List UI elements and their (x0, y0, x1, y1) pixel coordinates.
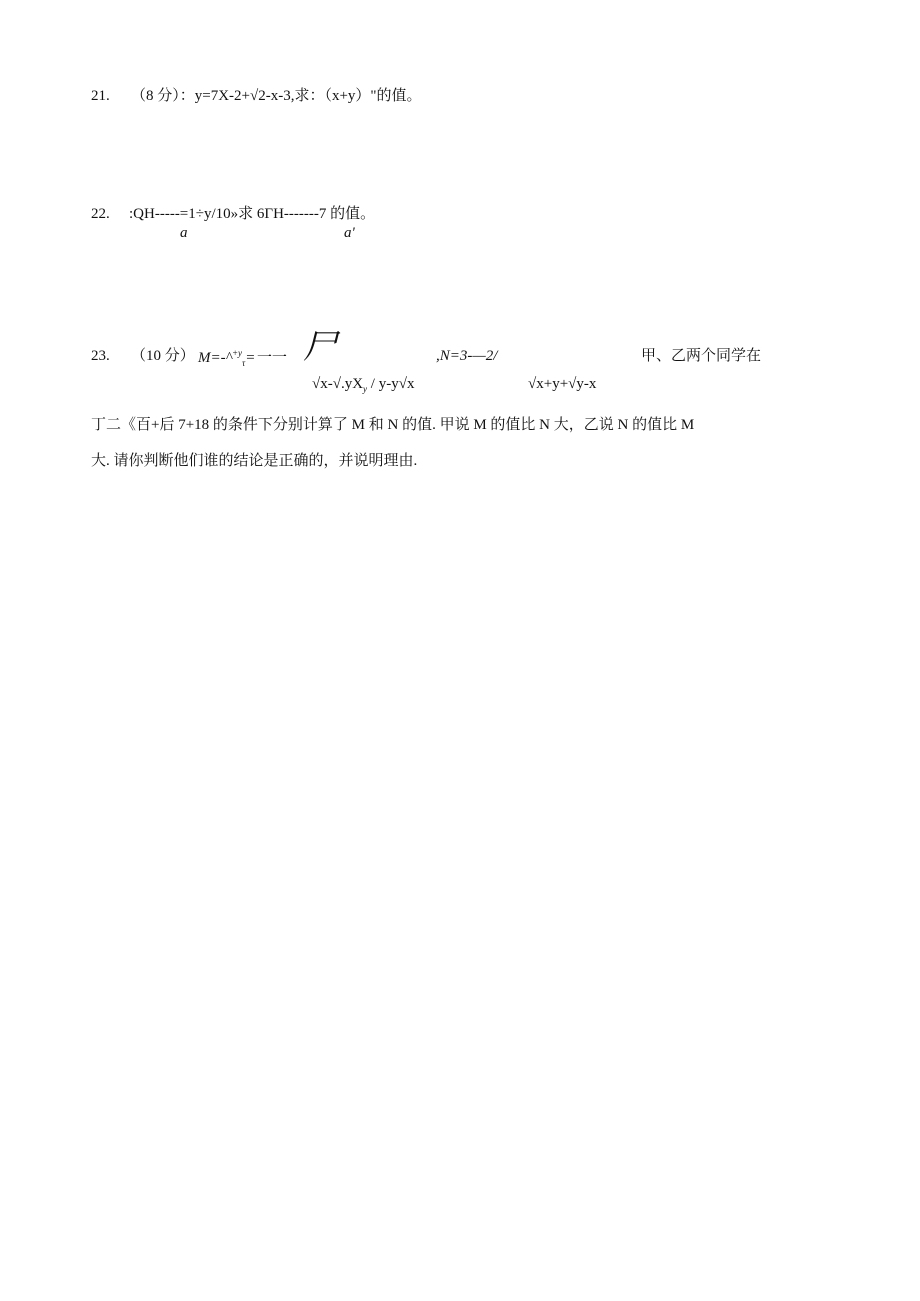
q23-body-line-1: 丁二《百+后 7+18 的条件下分别计算了 M 和 N 的值. 甲说 M 的值比 N 大，乙说 N 的值比 M (91, 417, 695, 433)
q23-m-denominator (312, 377, 414, 394)
q22-line: :QH-----=1÷y/10»求 6ΓH-------7 的值。 (129, 206, 376, 222)
q23-score: （10 分） (131, 348, 195, 364)
q22-number: 22. (91, 206, 110, 222)
q23-m-denominator-tail: / y-y√x (367, 376, 415, 392)
q23-m-denominator-sub: y (363, 384, 368, 394)
q21-text: （8 分）：y=7X-2+√2-x-3,求：（x+y）"的值。 (131, 88, 422, 104)
q23-body-line-2: 大. 请你判断他们谁的结论是正确的，并说明理由. (91, 453, 418, 469)
q23-m-prefix: M=-^ (198, 350, 232, 366)
q23-m-denominator-main: √x-√.yX (312, 376, 364, 392)
q23-glyph: 尸 (303, 327, 335, 367)
q23-m-subscript: τ (242, 358, 246, 368)
q23-m-dashes: =一一 (245, 350, 286, 366)
q23-m-expression (198, 349, 285, 368)
q23-m-superscript: +y (231, 348, 243, 358)
q23-intro-tail: 甲、乙两个同学在 (641, 348, 762, 364)
q23-n-expression: ,N=3-—2/ (436, 348, 498, 364)
q23-n-denominator: √x+y+√y-x (528, 376, 597, 392)
q23-number: 23. (91, 348, 110, 364)
q22-denominator-a-prime: a' (344, 225, 355, 241)
q22-denominator-a: a (180, 225, 188, 241)
q21-number: 21. (91, 88, 110, 104)
